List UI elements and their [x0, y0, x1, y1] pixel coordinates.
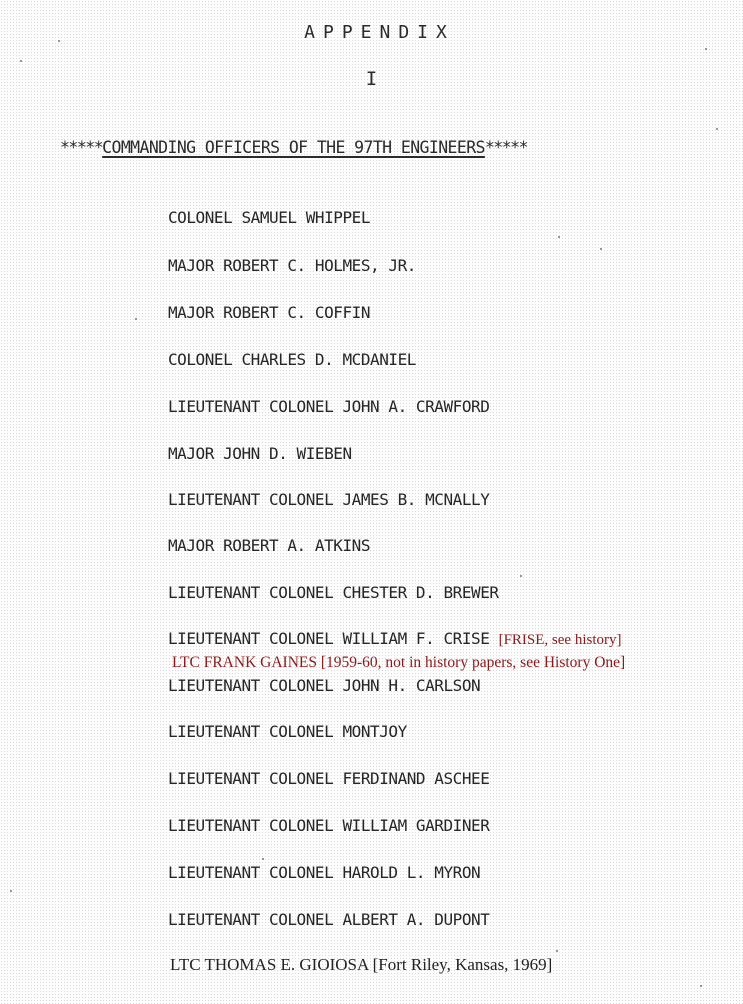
scan-speck — [10, 890, 12, 892]
officer-entry: COLONEL CHARLES D. MCDANIEL — [168, 350, 416, 369]
officer-entry: LIEUTENANT COLONEL JAMES B. MCNALLY — [168, 490, 490, 509]
scan-speck — [705, 48, 707, 50]
officer-entry: MAJOR ROBERT A. ATKINS — [168, 536, 371, 555]
appendix-heading: APPENDIX — [304, 22, 455, 43]
officer-entry: COLONEL SAMUEL WHIPPEL — [168, 208, 371, 227]
officer-entry: LIEUTENANT COLONEL WILLIAM GARDINER — [168, 816, 490, 835]
scan-speck — [716, 128, 718, 130]
section-title-text: COMMANDING OFFICERS OF THE 97TH ENGINEERS — [102, 138, 485, 157]
scan-speck — [262, 858, 264, 860]
officer-entry: LIEUTENANT COLONEL JOHN H. CARLSON — [168, 676, 481, 695]
section-title-stars-left: ***** — [60, 138, 103, 157]
officer-entry: LIEUTENANT COLONEL ALBERT A. DUPONT — [168, 910, 490, 929]
officer-entry: LIEUTENANT COLONEL HAROLD L. MYRON — [168, 863, 481, 882]
scan-speck — [135, 318, 137, 320]
officer-entry-with-annotation — [168, 629, 622, 649]
inserted-annotation: LTC FRANK GAINES [1959-60, not in history papers, see History One] — [172, 654, 626, 671]
officer-entry: MAJOR JOHN D. WIEBEN — [168, 444, 352, 463]
section-title-stars-right: ***** — [484, 138, 528, 157]
scan-speck — [20, 60, 22, 62]
appendix-number: I — [365, 68, 378, 90]
scan-speck — [558, 236, 560, 238]
scan-speck — [700, 985, 702, 987]
officer-entry: MAJOR ROBERT C. HOLMES, JR. — [168, 256, 416, 275]
officer-entry: LIEUTENANT COLONEL FERDINAND ASCHEE — [168, 769, 490, 788]
officer-entry: LIEUTENANT COLONEL MONTJOY — [168, 722, 407, 741]
officer-entry: LIEUTENANT COLONEL WILLIAM F. CRISE — [168, 629, 490, 648]
final-entry: LTC THOMAS E. GIOIOSA [Fort Riley, Kansas, 1969] — [170, 955, 553, 974]
scan-speck — [600, 248, 602, 250]
scan-speck — [58, 40, 60, 42]
officer-entry: LIEUTENANT COLONEL CHESTER D. BREWER — [168, 583, 499, 602]
scan-speck — [556, 950, 558, 952]
officer-entry: LIEUTENANT COLONEL JOHN A. CRAWFORD — [168, 397, 490, 416]
officer-entry: MAJOR ROBERT C. COFFIN — [168, 303, 371, 322]
section-title — [60, 138, 680, 157]
scan-speck — [520, 575, 522, 577]
crise-annotation: [FRISE, see history] — [498, 632, 622, 648]
